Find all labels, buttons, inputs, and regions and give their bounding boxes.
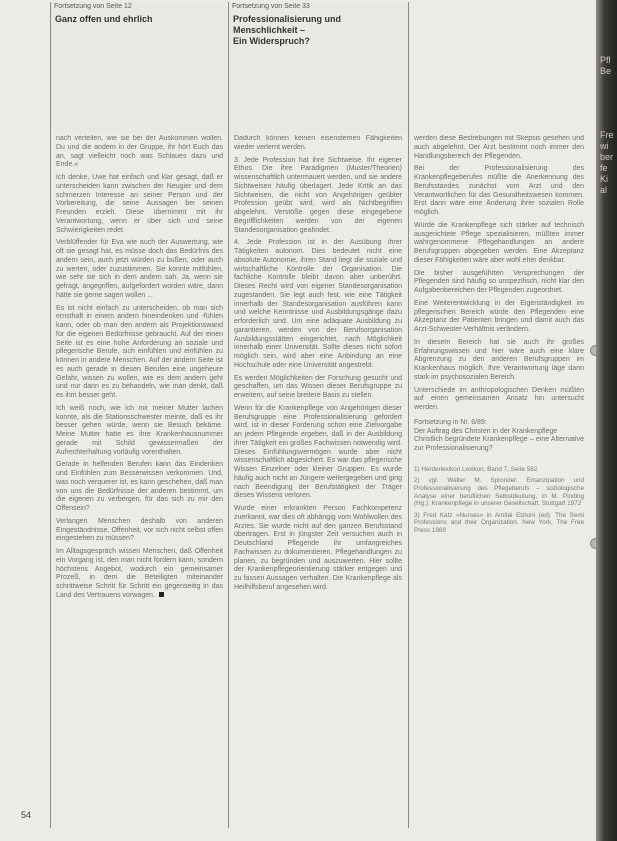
paragraph: Wurde einer erkrankten Person Fachkompetenz zuerkannt, war dies oft abhängig vom Wohlwollen des Arztes. Sie wurde nicht auf den ganzen Berufsstand übertragen. Erst in jüngster Zeit versuchen auch in Deutschland Pflegende ihr umfangreiches Fachwissen zu dokumentieren, Pflegehandlungen zu planen, zu begründen und auszuwerten. Hier sollte der Krankenpflegeorientierung stärker entgegen und zu fassen Aussagen verhalten. Die Krankenpflege als Heilhilfsberuf angesehen wird.	[234, 505, 402, 591]
paragraph: In diesem Bereich hat sie auch ihr großes Erfahrungswissen und hier wäre auch eine klare Abgrenzung zu den anderen Berufsgruppen im Krankenhaus möglich. Ihre Verantwortung läge dann stark im psychosozialen Bereich.	[414, 338, 584, 381]
paragraph: Bei der Professionalisierung des Krankenpflegeberufes müßte die Anerkennung des Berufsstandes zunächst vom Arzt und den Verantwortlichen für das Gesundheitswesen kommen. Erst dann wäre eine Änderung ihrer sozialen Rolle möglich.	[414, 165, 584, 216]
footnote: 2) vgl. Walter M. Sprondel: Emanzipation und Professionalisierung des Pflegeberufs – soziologische Analyse einer beruflichen Selbstdeutung, in M. Pinding (Hg.): Krankenpflege in unserer Gesellschaft, Stuttgart 1972	[414, 477, 584, 508]
next-issue-subtitle: Christlich begründete Krankenpflege – eine Alternative zur Professionalisierung?	[414, 436, 584, 452]
paragraph: Wenn für die Krankenpflege von Angehörigen dieser Berufsgruppe eine Professionalisierung gefordert wird, ist in dieser Forderung schon eine Zielvorgabe an jedem Pflegende ergeben, daß in der Ausbildung ihrer Tätigkeit ein großes Fachwissen notwendig wird. Dieses Einfühlungsvermögen wurde aber nicht wissenschaftlich abgesichert. Es war das pflegerische Wissen Einzelner oder kleiner Gruppen. Es wurde häufig auch nicht an Jüngere weitergegeben und ging nach Beendigung der Berufstätigkeit der Träger dieses Wissens verloren.	[234, 404, 402, 500]
paragraph: 3. Jede Profession hat ihre Sichtweise. Ihr eigener Ethos. Die ihre Paradigmen (Muster/Theorien) wissenschaftlich untermauert werden, und sie andere Sichtweisen häufig überlagert. Jede Kritik an das Sichtweisen, die nicht von Angehörigen geübter Profession geübt wird, wird als Nichtbegriffen abgelehnt. Verstöße gegen diese eingegebene Begrifflichkeiten werden von der eigenen Standesorganisation geahndet.	[234, 156, 402, 234]
paragraph: Unterschiede im anthropologischen Denken müßten auf einen gemeinsamen Ansatz hin untersucht werden.	[414, 386, 584, 411]
paragraph	[56, 548, 223, 601]
footnote: 1) Herderlexikon Lexikon, Band 7, Seite 582	[414, 465, 538, 473]
column-divider-2	[408, 2, 409, 828]
page-number: 54	[21, 810, 32, 820]
end-of-article-mark	[159, 592, 164, 597]
adjacent-page-shadow	[596, 0, 617, 841]
paragraph: Würde die Krankenpflege sich stärker auf technisch ausgerichtete Pflege spezialisieren, müßten immer wahrgenommene Pflegehandlungen an andere Berufsgruppen abgegeben werden. Eine Akzeptanz dieser Fähigkeiten wäre aber wohl eher denkbar.	[414, 221, 584, 264]
paragraph: Dadurch können keinen eisenstemen Fähigkeiten wieder verlernt werden.	[234, 135, 402, 151]
column-3	[414, 135, 584, 825]
right-header-title-line-2: Ein Widerspruch?	[233, 36, 310, 46]
edge-fragment: al	[600, 185, 608, 195]
continuation-note: Fortsetzung in Nr. 6/89:	[414, 418, 487, 426]
paragraph: Verblüffender für Eva wie auch der Auswertung, wie oft sie gesagt hat, es müsse doch das Bedürfnis des andern sein, auch jetzt würden zu bußen, oder auch zu werten, oder zuzustimmen. Sie konnte mitfühlen, wie sehr sie sich in dem andern sah. Ja, wenn sie gefragt, angegriffen, aufgefordert worden wäre, dann hätte sie gerne sagen wollen ...	[56, 239, 223, 299]
paragraph: werden diese Bestrebungen mit Skepsis gesehen und auch abgelehnt. Der Arzt bestimmt noch immer den Handlungsbereich der Pflegenden.	[414, 135, 584, 160]
paragraph: Die bisher ausgeführten Versprechungen der Pflegenden sind häufig so unspezifisch, nicht klar den Aufgabenbereichen der Pflegenden zugeordnet.	[414, 269, 584, 294]
right-article-header	[229, 2, 407, 134]
paragraph: nach verteilen, wie sie bei der Auskommen wollen. Du und die andern in der Gruppe, ihr hört Euch das an, sagt vielleicht noch was Schlaues dazu und Ende.«	[56, 135, 223, 169]
edge-fragment: Ki	[600, 174, 609, 184]
paragraph: Gerade in helfenden Berufen kann das Eindenken und Einfühlen zum Besserwissen verkommen. Und, was noch verquerer ist, es kann geschehen, daß man von uns die Bedürfnisse der anderen bestimmt, um die eigenen zu verbergen, für das sich zu mir den Offensein?	[56, 461, 223, 512]
left-header-tab: Fortsetzung von Seite 12	[54, 3, 132, 10]
column-2	[234, 135, 402, 825]
right-header-title-line-1: Professionalisierung und Menschlichkeit –	[233, 14, 342, 35]
edge-fragment: Pfl	[600, 55, 611, 65]
paragraph: Es ist nicht einfach zu unterscheiden, ob man sich ernsthaft in einem andern hineindenken und -fühlen kann, oder ob man den andern als Projektionswand für die eigenen Bedürfnisse gebraucht. Auf der einen Seite ist es eine hohe Anforderung an soziale und pflegerische Berufe, sich einfühlen und einfühlen zu können in andere Menschen. Auf der andern Seite ist es auch gerade in diesen Berufen eine ungeheure Gefahr, wissen zu wollen, wie es dem andern geht und nur dann es zu behandeln, wie man denkt, daß es ihm besser geht.	[56, 304, 223, 399]
paragraph: Verlangen Menschen deshalb von anderen Eingeständnisse, Offenheit, vor sich nicht selbst offen eingestehen zu müssen?	[56, 517, 223, 543]
footnote: 3) Fred Katz »Nurses« in Amitai Etzioni (ed): The Semi Professions and their Organization, New York, The Free Press 1969	[414, 511, 584, 534]
left-header-title: Ganz offen und ehrlich	[55, 14, 153, 24]
adjacent-page-text	[600, 55, 617, 77]
paragraph: Ich denke, Uwe hat einfach und klar gesagt, daß er unterscheiden kann zwischen der Neugier und dem schmerzen Interesse an seiner Person und der Vorbereitung, die seine Aussagen bei seinen Freunden erzielt. Diese übernimmt mit ihr Verantwortung, wenn er über sich und seine Schwierigkeiten redet.	[56, 174, 223, 234]
paragraph: Eine Weiterentwicklung in der Eigenständigkeit im pflegerischen Bereich würde den Pflegenden eine Akzeptanz der Patienten bringen und damit auch das Arzt-Schwester-Verhältnis verändern.	[414, 299, 584, 333]
paragraph-text: Im Alltagsgespräch wissen Menschen, daß Offenheit ein Vorgang ist, den man nicht fordern kann, sondern höchstens Angebot, wodurch ein gemeinsamer Prozeß, in dem die Beteiligten miteinander schrittweise Schritt für Schritt ein gegenseitig in das Land des Vertrauens vorwagen.	[56, 548, 223, 599]
next-issue-title: Der Auftrag des Christen in der Krankenpflege	[414, 427, 558, 435]
edge-fragment: Be	[600, 66, 612, 76]
paragraph: 4. Jede Profession ist in der Ausübung ihrer Tätigkeiten autonom. Dies bedeutet nicht eine absolute Autonomie, ihren Stand liegt die soziale und wirtschaftliche Kontrolle der Organisation. Die fachliche Kontrolle bleibt davon aber unberührt. Dieses Recht wird von eigener Standesorganisation zugestanden. Sie legt auch fest, wie eine Tätigkeit innerhalb der Standesorganisation ausführen kann und welche Kenntnisse und Ausbildungsgänge dazu erforderlich sind. Um eine adäquate Ausbildung zu garantieren, werden von der Berufsorganisation Ausbildungsstätten eingerichtet, nach Möglichkeit innerhalb einer Universität. Sollte dieses nicht sofort möglich sein, wird aber eine Anbindung an eine Hochschule oder eine Universität angestrebt.	[234, 239, 402, 369]
edge-fragment: fe	[600, 163, 608, 173]
edge-fragment: Fre	[600, 130, 614, 140]
right-header-tab: Fortsetzung von Seite 33	[232, 3, 310, 10]
edge-fragment: wi	[600, 141, 609, 151]
adjacent-page-text	[600, 130, 617, 196]
left-article-header	[51, 2, 227, 134]
edge-fragment: ber	[600, 152, 614, 162]
column-1	[56, 135, 223, 825]
paragraph: Es werden Möglichkeiten der Forschung gesucht und geschaffen, um das Wissen dieser Berufsgruppe zu erweitern, auf seine breitere Basis zu stellen.	[234, 374, 402, 399]
paragraph: Ich weiß noch, wie ich mir meiner Mutter lachen konnte, als die Stationsschwester meinte, daß es ihr besser gehen würde, wenn sie Besuch bekäme. Meine Mutter hatte es ihre Krankenhausnummer gerade mit Schild gewissermaßen der Aufrechterhaltung vorläufig vorenthalten.	[56, 404, 223, 456]
